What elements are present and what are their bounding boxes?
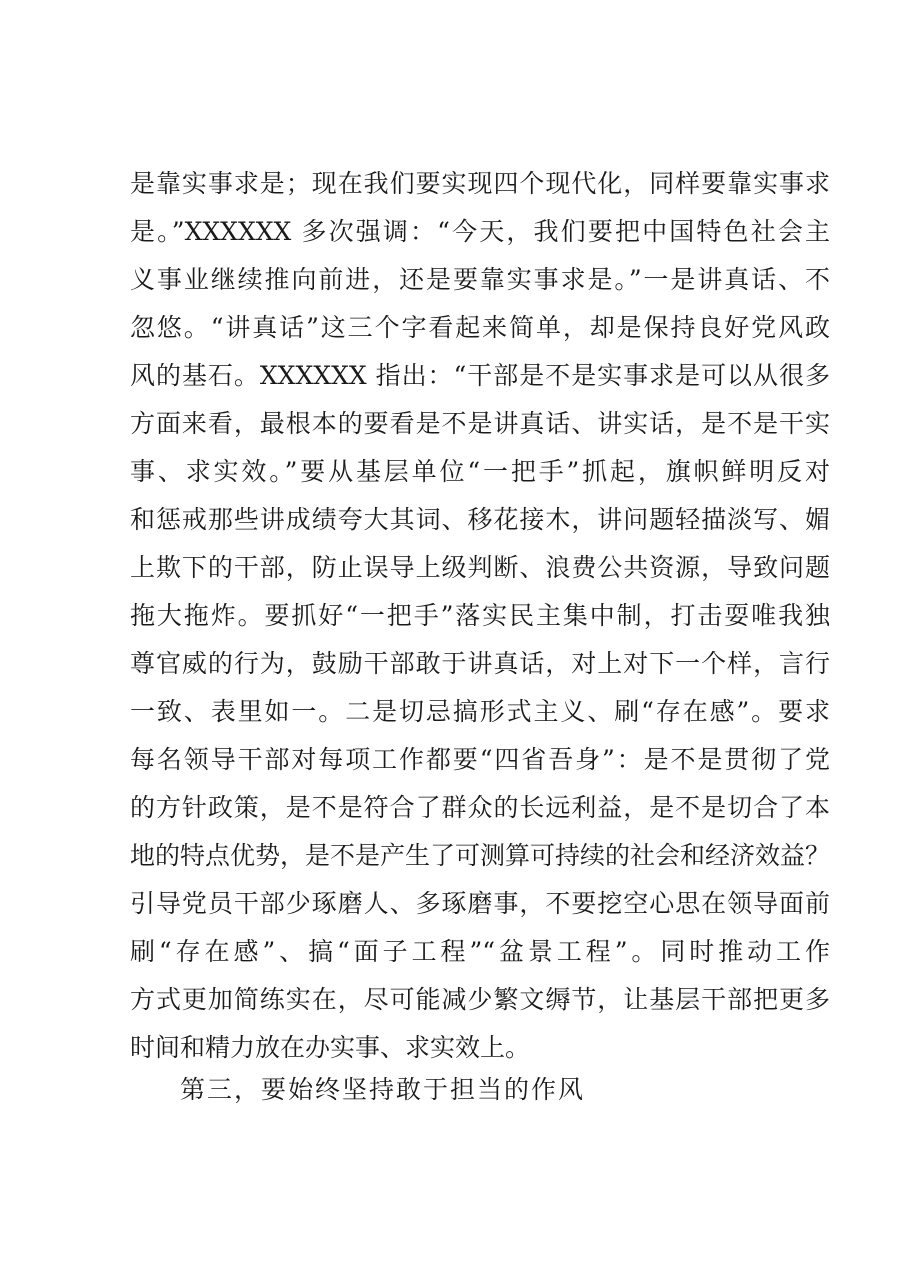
paragraph-line: 每名领导干部对每项工作都要“四省吾身”：是不是贯彻了党 [130,745,830,774]
paragraph-line: 是靠实事求是；现在我们要实现四个现代化，同样要靠实事求 [130,169,830,198]
paragraph-line: 是。”XXXXXX 多次强调：“今天，我们要把中国特色社会主 [130,217,830,246]
paragraph-line: 方式更加简练实在，尽可能减少繁文缛节，让基层干部把更多 [130,985,830,1014]
paragraph-line: 时间和精力放在办实事、求实效上。 [130,1033,531,1062]
paragraph-line: 上欺下的干部，防止误导上级判断、浪费公共资源，导致问题 [130,553,830,582]
paragraph-line: 拖大拖炸。要抓好“一把手”落实民主集中制，打击耍唯我独 [130,601,830,630]
paragraph-line: 忽悠。“讲真话”这三个字看起来简单，却是保持良好党风政 [130,313,830,342]
paragraph-line: 和惩戒那些讲成绩夸大其词、移花接木，讲问题轻描淡写、媚 [130,505,830,534]
paragraph-line: 义事业继续推向前进，还是要靠实事求是。”一是讲真话、不 [130,265,830,294]
paragraph-line: 地的特点优势，是不是产生了可测算可持续的社会和经济效益？ [130,841,831,870]
paragraph-line: 尊官威的行为，鼓励干部敢于讲真话，对上对下一个样，言行 [130,649,830,678]
paragraph-line: 引导党员干部少琢磨人、多琢磨事，不要挖空心思在领导面前 [130,889,830,918]
paragraph-line: 的方针政策，是不是符合了群众的长远利益，是不是切合了本 [130,793,830,822]
paragraph-line: 风的基石。XXXXXX 指出：“干部是不是实事求是可以从很多 [130,361,830,390]
section-heading: 第三，要始终坚持敢于担当的作风 [180,1075,586,1104]
paragraph-line: 一致、表里如一。二是切忌搞形式主义、刷“存在感”。要求 [130,697,830,726]
paragraph-line: 事、求实效。”要从基层单位“一把手”抓起，旗帜鲜明反对 [130,457,830,486]
paragraph-line: 方面来看，最根本的要看是不是讲真话、讲实话，是不是干实 [130,409,830,438]
paragraph-line: 刷“存在感”、搞“面子工程”“盆景工程”。同时推动工作 [130,937,830,966]
